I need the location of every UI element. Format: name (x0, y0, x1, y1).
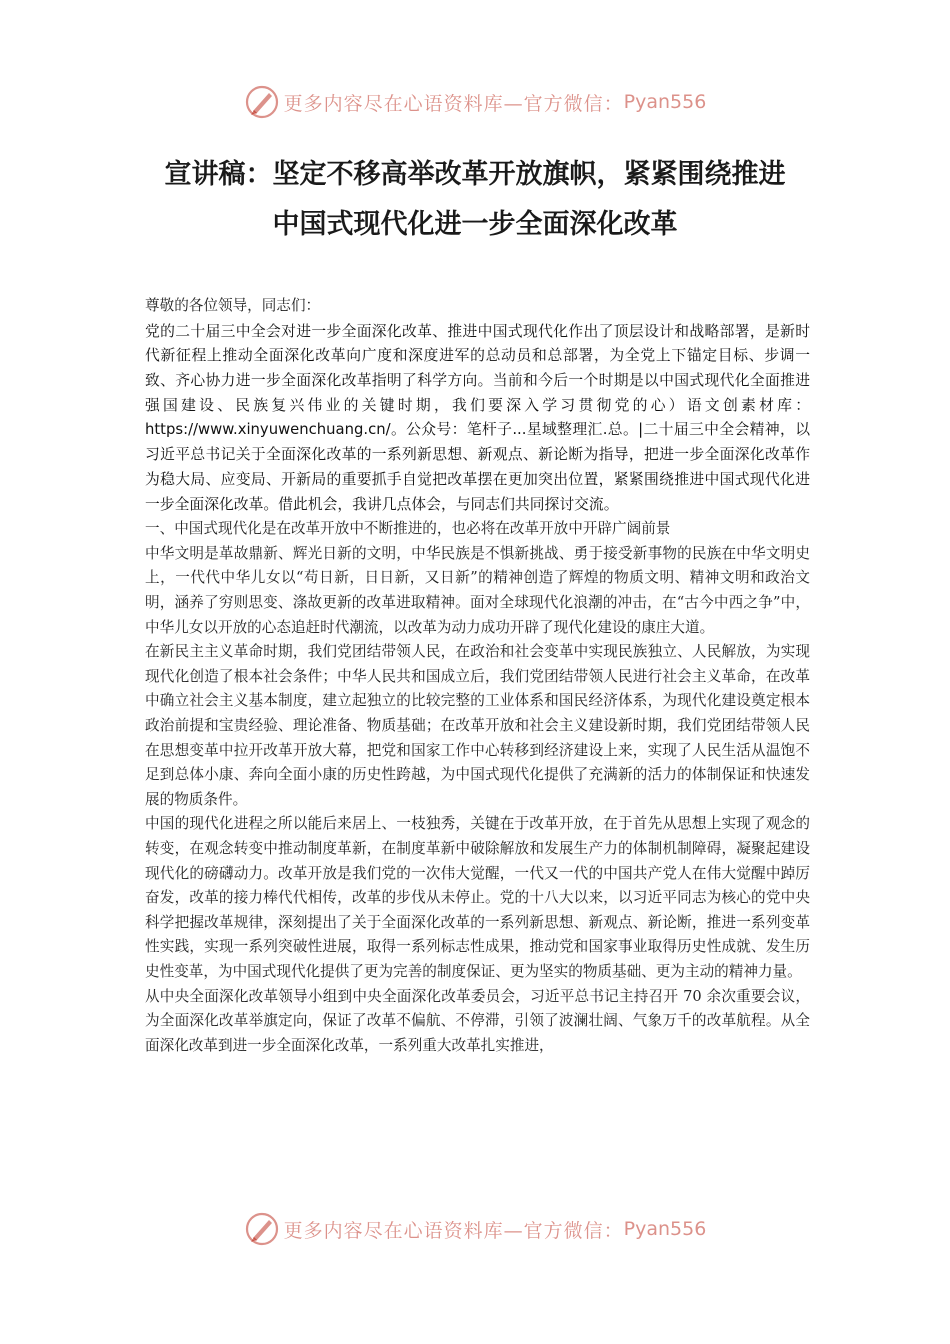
pen-logo-icon (244, 84, 280, 120)
document-title (100, 150, 850, 250)
banner-handle: Pyan556 (623, 1218, 707, 1240)
paragraph: 从中央全面深化改革领导小组到中央全面深化改革委员会，习近平总书记主持召开 70 余次重要会议，为全面深化改革举旗定向，保证了改革不偏航、不停滞，引领了波澜壮阔、气象万千的改革航程。从全面深化改革到进一步全面深化改革，一系列重大改革扎实推进， (145, 987, 810, 1054)
banner-text: 更多内容尽在心语资料库—官方微信： (283, 92, 624, 115)
paragraph: 在新民主主义革命时期，我们党团结带领人民，在政治和社会变革中实现民族独立、人民解放，为实现现代化创造了根本社会条件；中华人民共和国成立后，我们党团结带领人民进行社会主义革命，在改革中确立社会主义基本制度，建立起独立的比较完整的工业体系和国民经济体系，为现代化建设奠定根本政治前提和宝贵经验、理论准备、物质基础；在改革开放和社会主义建设新时期，我们党团结带领人民在思想变革中拉开改革开放大幕，把党和国家工作中心转移到经济建设上来，实现了人民生活从温饱不足到总体小康、奔向全面小康的历史性跨越，为中国式现代化提供了充满新的活力的体制保证和快速发展的物质条件。 (145, 643, 810, 808)
paragraph: 中华文明是革故鼎新、辉光日新的文明，中华民族是不惧新挑战、勇于接受新事物的民族在中华文明史上，一代代中华儿女以“苟日新，日日新，又日新”的精神创造了辉煌的物质文明、精神文明和政治文明，涵养了穷则思变、涤故更新的改革进取精神。面对全球现代化浪潮的冲击，在“古今中西之争”中，中华儿女以开放的心态追赶时代潮流，以改革为动力成功开辟了现代化建设的康庄大道。 (145, 544, 810, 636)
title-line-2: 中国式现代化进一步全面深化改革 (272, 209, 678, 240)
paragraph-intro: 党的二十届三中全会对进一步全面深化改革、推进中国式现代化作出了顶层设计和战略部署，是新时代新征程上推动全面深化改革向广度和深度进军的总动员和总部署，为全党上下锚定目标、步调一致、齐心协力进一步全面深化改革指明了科学方向。当前和今后一个时期是以中国式现代化全面推进强国建设、民族复兴伟业的关键时期，我们要深入学习贯彻党的心）语文创素材库：https://www.xinyuwenchuang.cn/。公众号：笔杆子...星域整理汇.总。|二十届三中全会精神，以习近平总书记关于全面深化改革的一系列新思想、新观点、新论断为指导，把进一步全面深化改革作为稳大局、应变局、开新局的重要抓手自觉把改革摆在更加突出位置，紧紧围绕推进中国式现代化进一步全面深化改革。借此机会，我讲几点体会，与同志们共同探讨交流。 (145, 322, 810, 513)
footer-watermark-banner (0, 1209, 950, 1249)
paragraph: 中国的现代化进程之所以能后来居上、一枝独秀，关键在于改革开放，在于首先从思想上实现了观念的转变，在观念转变中推动制度革新，在制度革新中破除解放和发展生产力的体制机制障碍，凝聚起建设现代化的磅礴动力。改革开放是我们党的一次伟大觉醒，一代又一代的中国共产党人在伟大觉醒中踔厉奋发，改革的接力棒代代相传，改革的步伐从未停止。党的十八大以来，以习近平同志为核心的党中央科学把握改革规律，深刻提出了关于全面深化改革的一系列新思想、新观点、新论断，推进一系列变革性实践，实现一系列突破性进展，取得一系列标志性成果，推动党和国家事业取得历史性成就、发生历史性变革，为中国式现代化提供了更为完善的制度保证、更为坚实的物质基础、更为主动的精神力量。 (145, 815, 810, 980)
salutation: 尊敬的各位领导，同志们： (145, 297, 321, 314)
section-heading-1: 一、中国式现代化是在改革开放中不断推进的，也必将在改革开放中开辟广阔前景 (145, 520, 671, 538)
document-body (145, 294, 810, 1058)
title-line-1: 宣讲稿：坚定不移高举改革开放旗帜，紧紧围绕推进 (164, 159, 786, 190)
header-watermark-banner (0, 82, 950, 122)
banner-text: 更多内容尽在心语资料库—官方微信： (283, 1219, 624, 1242)
pen-logo-icon (244, 1211, 280, 1247)
banner-handle: Pyan556 (623, 91, 707, 113)
